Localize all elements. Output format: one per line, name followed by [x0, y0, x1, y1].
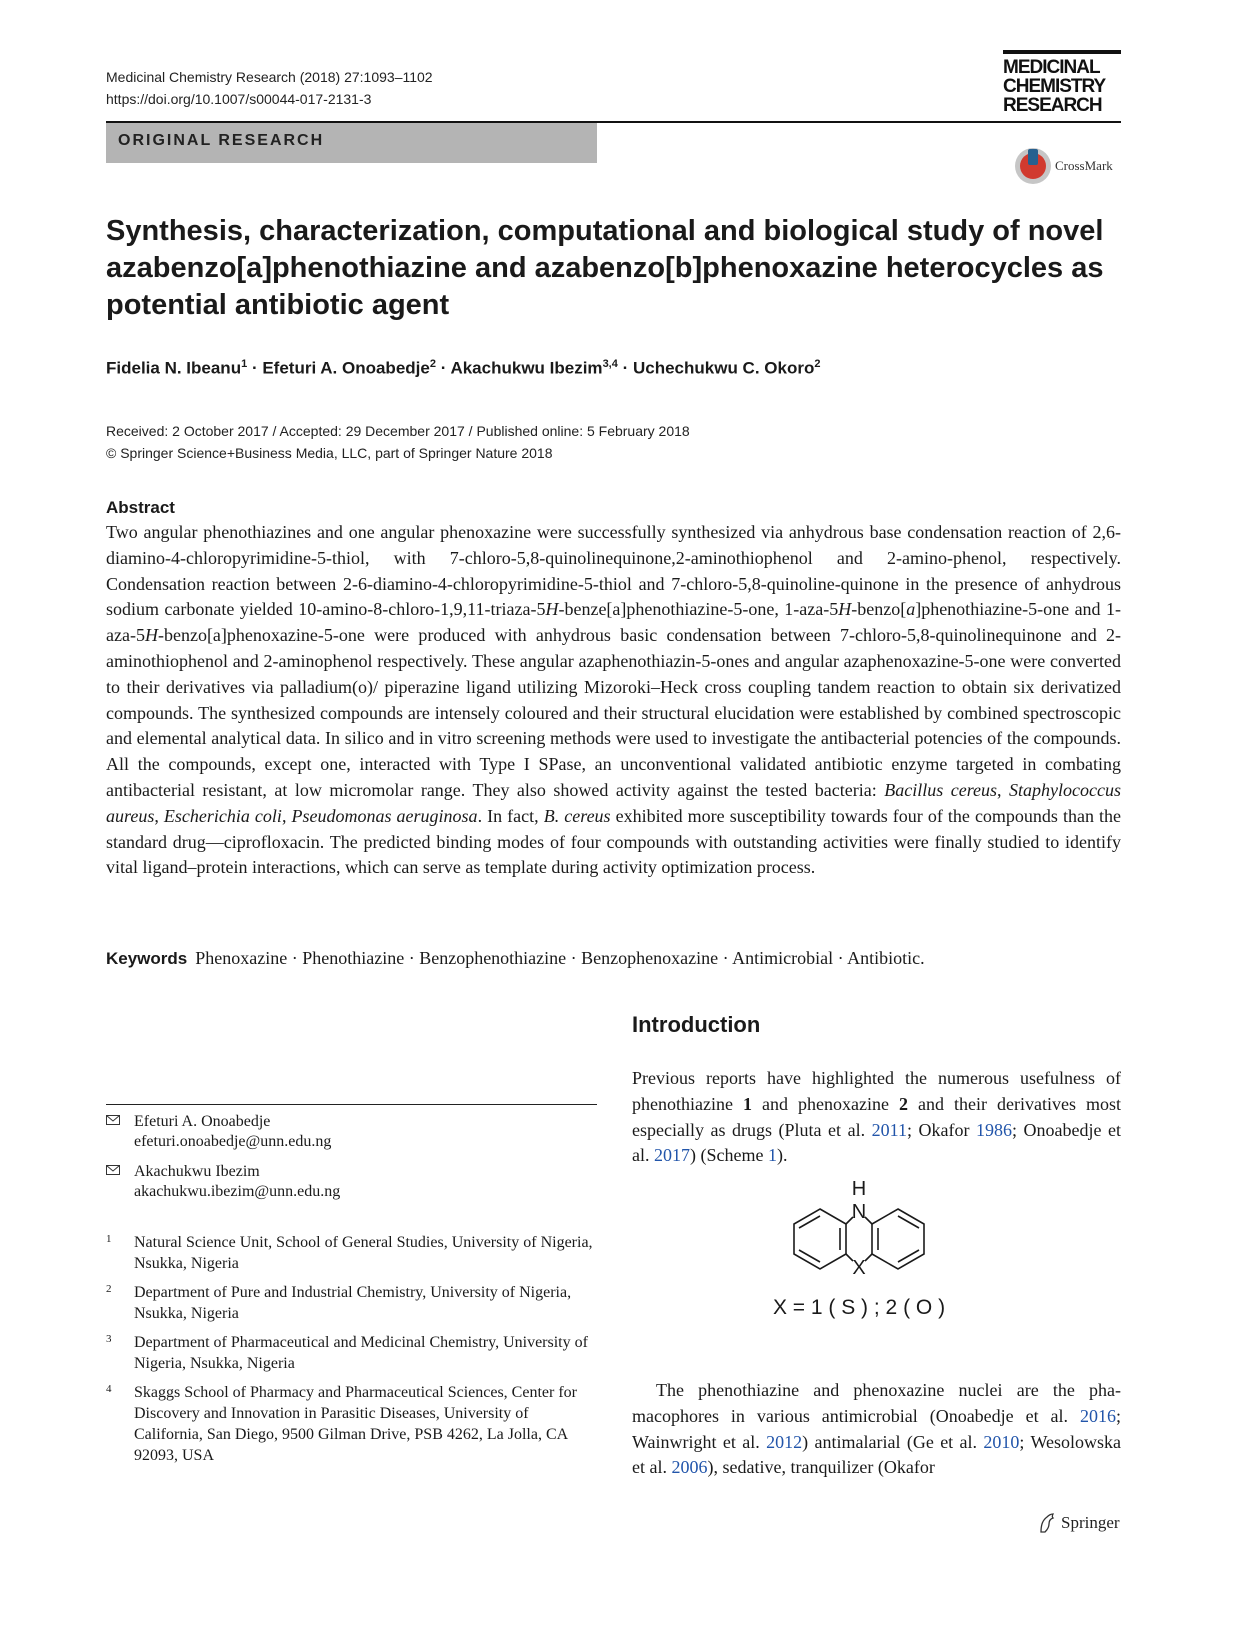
citation-link[interactable]: 2011 [871, 1119, 907, 1140]
affiliation-entry [106, 1282, 597, 1324]
doi-link[interactable]: https://doi.org/10.1007/s00044-017-2131-3 [106, 91, 372, 107]
envelope-icon [106, 1115, 120, 1125]
publisher-name: Springer [1061, 1513, 1120, 1532]
envelope-icon [106, 1165, 120, 1175]
crossmark-label: CrossMark [1055, 158, 1113, 173]
publication-dates [106, 420, 690, 464]
author-affiliation-ref: 1 [241, 358, 248, 370]
scheme-caption: X = 1 ( S ) ; 2 ( O ) [772, 1296, 946, 1319]
citation-link[interactable]: 1986 [975, 1119, 1012, 1140]
citation-line: Medicinal Chemistry Research (2018) 27:1093–1102 [106, 69, 433, 85]
affiliation-text: Skaggs School of Pharmacy and Pharmaceutical Sciences, Center for Discovery and Innovation in Parasitic Diseases, University of California, San Diego, 9500 Gilman Drive, PSB 4262, La Jolla, CA 92093, USA [134, 1384, 577, 1464]
x-label: X [852, 1257, 866, 1279]
author-name[interactable]: Efeturi A. Onoabedje [262, 358, 430, 378]
keyword: Phenoxazine [195, 948, 288, 968]
author-affiliation-ref: 2 [814, 358, 821, 370]
crossmark-icon [1015, 148, 1051, 184]
section-label: ORIGINAL RESEARCH [118, 132, 325, 149]
abstract-body: Two angular phenothiazines and one angular phenoxazine were successfully synthesized via anhydrous base condensation reaction of 2,6-diamino-4-chloropyrimidine-5-thiol, with 7-chloro-5,8-quinolinequinone,2-aminothiophenol and 2-amino-phenol, respectively. Condensation reaction between 2-6-diamino-4-chloropyrimidine-5-thiol and 7-chloro-5,8-quinoline-quinone in the presence of anhydrous sodium carbonate yielded 10-amino-8-chloro-1,9,11-triaza-5H-benze[a]phenothiazine-5-one, 1-aza-5H-benzo[a]phenothiazine-5-one and 1-aza-5H-benzo[a]phenoxazine-5-one were produced with anhydrous basic condensation between 7-chloro-5,8-quinolinequinone and 2-aminothiophenol and 2-aminophenol respectively. These angular azaphenothiazin-5-ones and angular azaphenoxazine-5-one were converted to their derivatives via palladium(o)/ piperazine ligand utilizing Mizoroki–Heck cross coupling tandem reaction to obtain six derivatized compounds. The synthesized compounds are intensely coloured and their structural elucidation were established by combined spectroscopic and elemental analytical data. In silico and in vitro screening methods were used to investigate the antibacterial potencies of the compounds. All the compounds, except one, interacted with Type I SPase, an unconventional validated antibiotic enzyme targeted in combating antibacterial resistant, at low micromolar range. They also showed activity against the tested bacteria: Bacillus cereus, Staphylococcus aureus, Escherichia coli, Pseudomonas aeruginosa. In fact, B. cereus exhibited more susceptibility towards four of the compounds than the standard drug—ciprofloxacin. The predicted binding modes of four compounds with outstanding activities were finally studied to identify vital ligand–protein interactions, which can serve as template during activity optimization process. [106, 522, 1122, 878]
affiliation-entry [106, 1382, 597, 1466]
abstract-heading: Abstract [106, 498, 175, 517]
correspondence-name: Akachukwu Ibezim [134, 1163, 260, 1180]
affiliation-number: 1 [106, 1233, 112, 1245]
affiliation-number: 3 [106, 1333, 112, 1345]
citation-link[interactable]: 2010 [983, 1431, 1020, 1452]
keywords: Keywords Phenoxazine · Phenothiazine · Benzophenothiazine · Benzophenoxazine · Antimicrobial · Antibiotic. [106, 948, 925, 968]
scheme-structure [760, 1176, 980, 1326]
copyright-line: © Springer Science+Business Media, LLC, part of Springer Nature 2018 [106, 445, 553, 461]
right-benzene-ring [872, 1209, 924, 1269]
springer-horse-icon [1037, 1512, 1057, 1534]
introduction-paragraph: The phenothiazine and phenoxazine nuclei are the pha-macophores in various antimicrobial (Onoabedje et al. 2016; Wainwright et al. 2012) antimalarial (Ge et al. 2010; Wesolowska et al. 2006), sedative, tranquilizer (Okafor [632, 1380, 1122, 1478]
left-benzene-ring [794, 1209, 846, 1269]
author-affiliation-ref: 2 [429, 358, 436, 370]
affiliation-number: 4 [106, 1383, 112, 1395]
author-name[interactable]: Fidelia N. Ibeanu [106, 358, 242, 378]
correspondence-entry [106, 1112, 597, 1152]
author-affiliation-ref: 3,4 [602, 358, 618, 370]
footnote-rule [106, 1104, 597, 1105]
affiliation-text: Department of Pharmaceutical and Medicinal Chemistry, University of Nigeria, Nsukka, Nigeria [134, 1334, 588, 1372]
affiliation-number: 2 [106, 1283, 112, 1295]
citation-link[interactable]: 2016 [1079, 1405, 1116, 1426]
correspondence-email[interactable]: efeturi.onoabedje@unn.edu.ng [134, 1133, 332, 1150]
affiliation-text: Natural Science Unit, School of General Studies, University of Nigeria, Nsukka, Nigeria [134, 1234, 593, 1272]
scheme-link[interactable]: 1 [767, 1145, 777, 1166]
keyword: Phenothiazine [302, 948, 405, 968]
section-label-band [106, 123, 597, 163]
bacteria-name: Pseudomonas aeruginosa [291, 805, 478, 826]
citation-link[interactable]: 2012 [766, 1431, 803, 1452]
correspondence-name: Efeturi A. Onoabedje [134, 1113, 271, 1130]
crossmark-badge[interactable] [1015, 148, 1113, 184]
bond-x-right [865, 1254, 872, 1261]
affiliation-entry [106, 1332, 597, 1374]
citation-link[interactable]: 2006 [671, 1457, 708, 1478]
introduction-heading: Introduction [632, 1012, 761, 1037]
keyword: Antibiotic. [847, 948, 925, 968]
affiliation-text: Department of Pure and Industrial Chemistry, University of Nigeria, Nsukka, Nigeria [134, 1284, 572, 1322]
keyword: Benzophenothiazine [419, 948, 567, 968]
introduction-paragraph: Previous reports have highlighted the numerous usefulness of phenothiazine 1 and phenoxazine 2 and their derivatives most especially as drugs (Pluta et al. 2011; Okafor 1986; Onoabedje et al. 2017) (Scheme 1). [632, 1068, 1121, 1166]
author-name[interactable]: Uchechukwu C. Okoro [632, 358, 815, 378]
publisher-logo [1037, 1512, 1120, 1534]
bacteria-name: Escherichia coli [163, 805, 282, 826]
author-list: Fidelia N. Ibeanu$^1$ · Efeturi A. Onoabedje$^2$ · Akachukwu Ibezim$^{3,4}$ · Uchechukwu C. Okoro$^2$ [106, 358, 821, 378]
citation-link[interactable]: 2017 [654, 1145, 690, 1166]
journal-citation [106, 66, 433, 110]
dates-line: Received: 2 October 2017 / Accepted: 29 December 2017 / Published online: 5 February 2018 [106, 423, 690, 439]
nitrogen-label: N [851, 1201, 867, 1223]
correspondence-email[interactable]: akachukwu.ibezim@unn.edu.ng [134, 1183, 341, 1200]
journal-logo: MEDICINAL CHEMISTRY RESEARCH [1003, 50, 1121, 115]
hydrogen-label: H [851, 1178, 867, 1200]
keywords-label: Keywords [106, 949, 188, 968]
affiliation-entry [106, 1232, 597, 1274]
author-name[interactable]: Akachukwu Ibezim [450, 358, 603, 378]
correspondence-entry [106, 1162, 597, 1202]
article-title: Synthesis, characterization, computational and biological study of novel azabenzo[a]phenothiazine and azabenzo[b]phenoxazine heterocycles as potential antibiotic agent [106, 215, 1104, 321]
keyword: Antimicrobial [732, 948, 834, 968]
keyword: Benzophenoxazine [581, 948, 719, 968]
bacteria-name: Staphylococcus aureus [106, 779, 1121, 826]
bacteria-name: Bacillus cereus [884, 779, 998, 800]
